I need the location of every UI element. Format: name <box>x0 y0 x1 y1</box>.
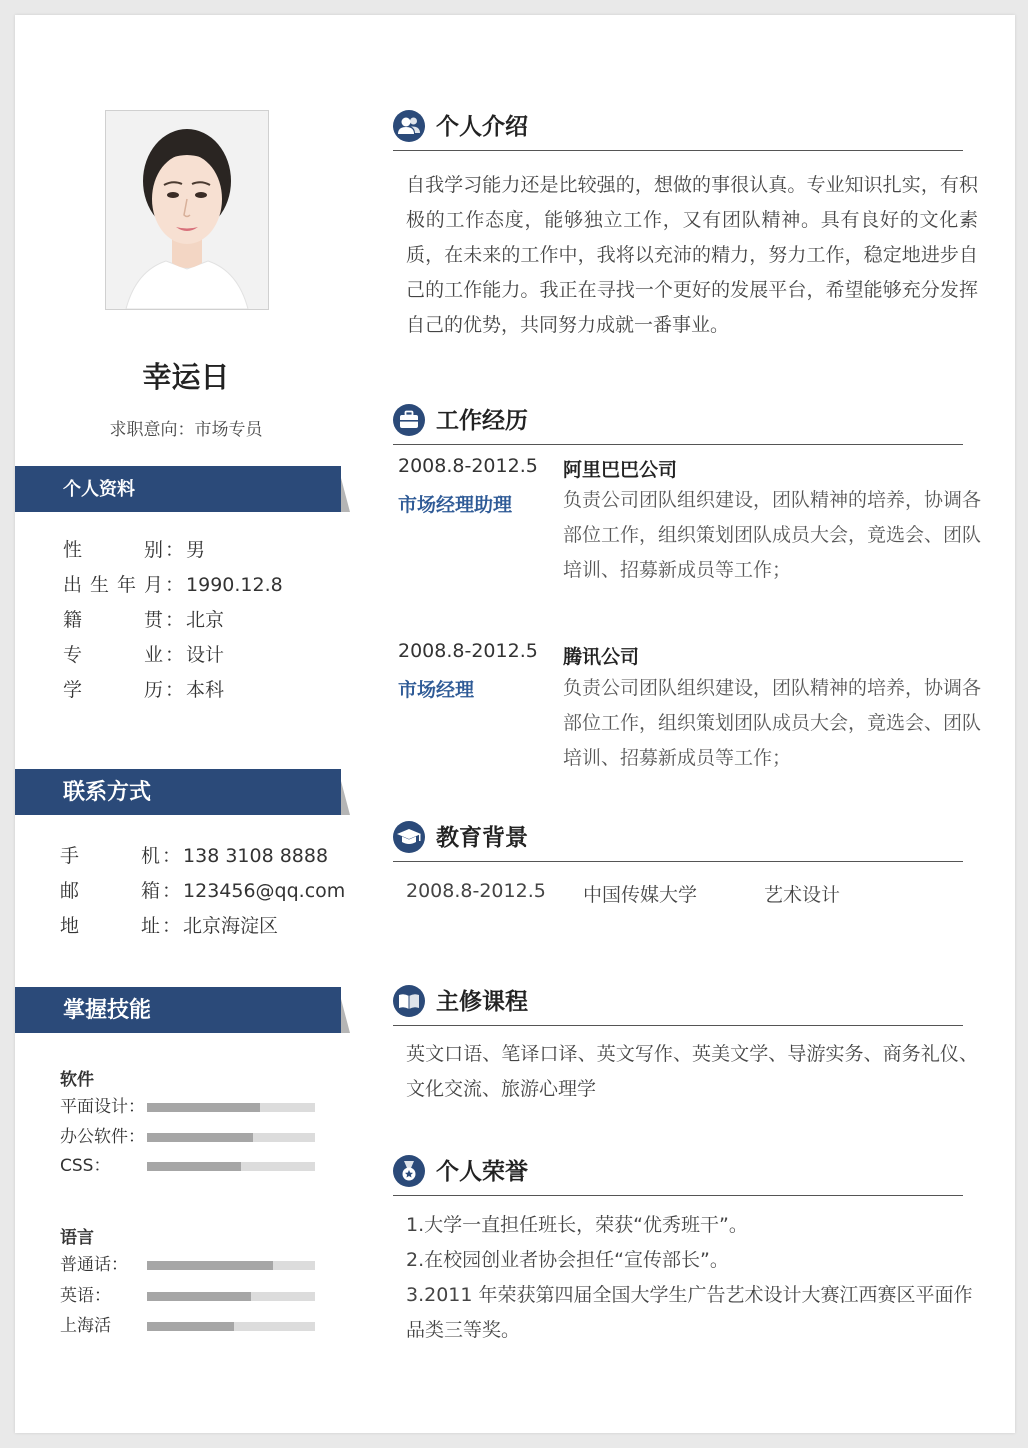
contact-value: 123456@qq.com <box>183 880 346 902</box>
skill-bar-fill <box>147 1103 260 1112</box>
work-title: 工作经历 <box>436 408 528 434</box>
job-date: 2008.8-2012.5 <box>398 640 538 662</box>
skill-group-software: 软件 <box>60 1070 94 1090</box>
info-birth <box>63 570 283 597</box>
contact-label: 手机 <box>60 845 160 867</box>
job-position: 市场经理助理 <box>398 494 513 516</box>
honors-section-header <box>393 1153 963 1196</box>
skill-label: CSS： <box>60 1156 111 1176</box>
contact-email <box>60 876 345 903</box>
open-book-icon <box>393 985 425 1017</box>
info-value: 本科 <box>186 679 225 701</box>
colon: ： <box>165 539 185 561</box>
honor-item: 1.大学一直担任班长，荣获“优秀班干”。 <box>406 1214 748 1236</box>
job-intention: 求职意向：市场专员 <box>109 420 263 440</box>
courses-section-header <box>393 983 963 1026</box>
candidate-name: 幸运日 <box>142 360 230 394</box>
education-date: 2008.8-2012.5 <box>406 880 546 902</box>
job-company: 阿里巴巴公司 <box>563 459 678 481</box>
skill-bar-track <box>147 1162 315 1171</box>
skill-row <box>60 1313 320 1339</box>
skill-group-language: 语言 <box>60 1228 94 1248</box>
skill-bar-track <box>147 1103 315 1112</box>
skills-title: 掌握技能 <box>63 998 152 1023</box>
skill-label: 平面设计： <box>60 1097 145 1117</box>
contact-phone <box>60 841 328 868</box>
contact-title: 联系方式 <box>63 780 152 805</box>
honors-title: 个人荣誉 <box>436 1159 528 1185</box>
skill-label: 普通话： <box>60 1255 128 1275</box>
skill-bar-track <box>147 1261 315 1270</box>
about-section-header <box>393 108 963 151</box>
contact-label: 邮箱 <box>60 880 160 902</box>
education-school: 中国传媒大学 <box>583 884 698 906</box>
personal-info-header <box>15 466 341 512</box>
education-section-header <box>393 819 963 862</box>
medal-icon <box>393 1155 425 1187</box>
skill-bar-fill <box>147 1322 234 1331</box>
info-value: 设计 <box>186 644 225 666</box>
skill-label: 英语： <box>60 1286 111 1306</box>
info-label: 出生年月 <box>63 574 163 596</box>
personal-info-title: 个人资料 <box>63 479 135 500</box>
skill-row <box>60 1252 320 1278</box>
skill-label: 办公软件： <box>60 1127 145 1147</box>
info-degree <box>63 675 224 702</box>
resume-page <box>15 15 1015 1433</box>
job-description: 负责公司团队组织建设，团队精神的培养，协调各部位工作，组织策划团队成员大会，竟选会、团队培训、招募新成员等工作； <box>563 489 982 581</box>
graduation-cap-icon <box>393 821 425 853</box>
contact-value: 北京海淀区 <box>183 915 279 937</box>
info-value: 1990.12.8 <box>186 574 283 596</box>
work-section-header <box>393 402 963 445</box>
skill-bar-fill <box>147 1292 251 1301</box>
info-value: 男 <box>186 539 206 561</box>
people-icon <box>393 110 425 142</box>
skill-row <box>60 1124 320 1150</box>
skill-bar-track <box>147 1322 315 1331</box>
colon: ： <box>162 915 182 937</box>
skill-row <box>60 1094 320 1120</box>
colon: ： <box>162 880 182 902</box>
job-company: 腾讯公司 <box>563 646 640 668</box>
info-gender <box>63 535 205 562</box>
contact-header <box>15 769 341 815</box>
briefcase-icon <box>393 404 425 436</box>
skill-bar-fill <box>147 1133 253 1142</box>
colon: ： <box>165 574 185 596</box>
info-label: 学历 <box>63 679 163 701</box>
job-date: 2008.8-2012.5 <box>398 455 538 477</box>
skill-bar-track <box>147 1133 315 1142</box>
skill-bar-fill <box>147 1261 273 1270</box>
about-text: 自我学习能力还是比较强的，想做的事很认真。专业知识扎实，有积极的工作态度，能够独立工作，又有团队精神。具有良好的文化素质，在未来的工作中，我将以充沛的精力，努力工作，稳定地进步自己的工作能力。我正在寻找一个更好的发展平台，希望能够充分发挥自己的优势，共同努力成就一番事业。 <box>406 174 978 336</box>
info-value: 北京 <box>186 609 225 631</box>
skill-label: 上海活 <box>60 1316 111 1336</box>
honor-item: 2.在校园创业者协会担任“宣传部长”。 <box>406 1249 729 1271</box>
contact-label: 地址 <box>60 915 160 937</box>
job-position: 市场经理 <box>398 679 475 701</box>
courses-text: 英文口语、笔译口译、英文写作、英美文学、导游实务、商务礼仪、文化交流、旅游心理学 <box>406 1043 978 1100</box>
info-hometown <box>63 605 224 632</box>
contact-address <box>60 911 278 938</box>
skills-header <box>15 987 341 1033</box>
colon: ： <box>165 644 185 666</box>
colon: ： <box>162 845 182 867</box>
info-major <box>63 640 224 667</box>
skill-bar-track <box>147 1292 315 1301</box>
info-label: 性别 <box>63 539 163 561</box>
skill-row <box>60 1283 320 1309</box>
contact-value: 138 3108 8888 <box>183 845 329 867</box>
profile-photo <box>105 110 269 310</box>
skill-row <box>60 1153 320 1179</box>
honor-item: 3.2011 年荣获第四届全国大学生广告艺术设计大赛江西赛区平面作品类三等奖。 <box>406 1284 973 1341</box>
colon: ： <box>165 679 185 701</box>
info-label: 专业 <box>63 644 163 666</box>
skill-bar-fill <box>147 1162 241 1171</box>
about-title: 个人介绍 <box>436 114 528 140</box>
education-major: 艺术设计 <box>764 884 841 906</box>
education-title: 教育背景 <box>436 825 528 851</box>
colon: ： <box>165 609 185 631</box>
info-label: 籍贯 <box>63 609 163 631</box>
job-description: 负责公司团队组织建设，团队精神的培养，协调各部位工作，组织策划团队成员大会，竟选会、团队培训、招募新成员等工作； <box>563 677 982 769</box>
courses-title: 主修课程 <box>436 989 528 1015</box>
